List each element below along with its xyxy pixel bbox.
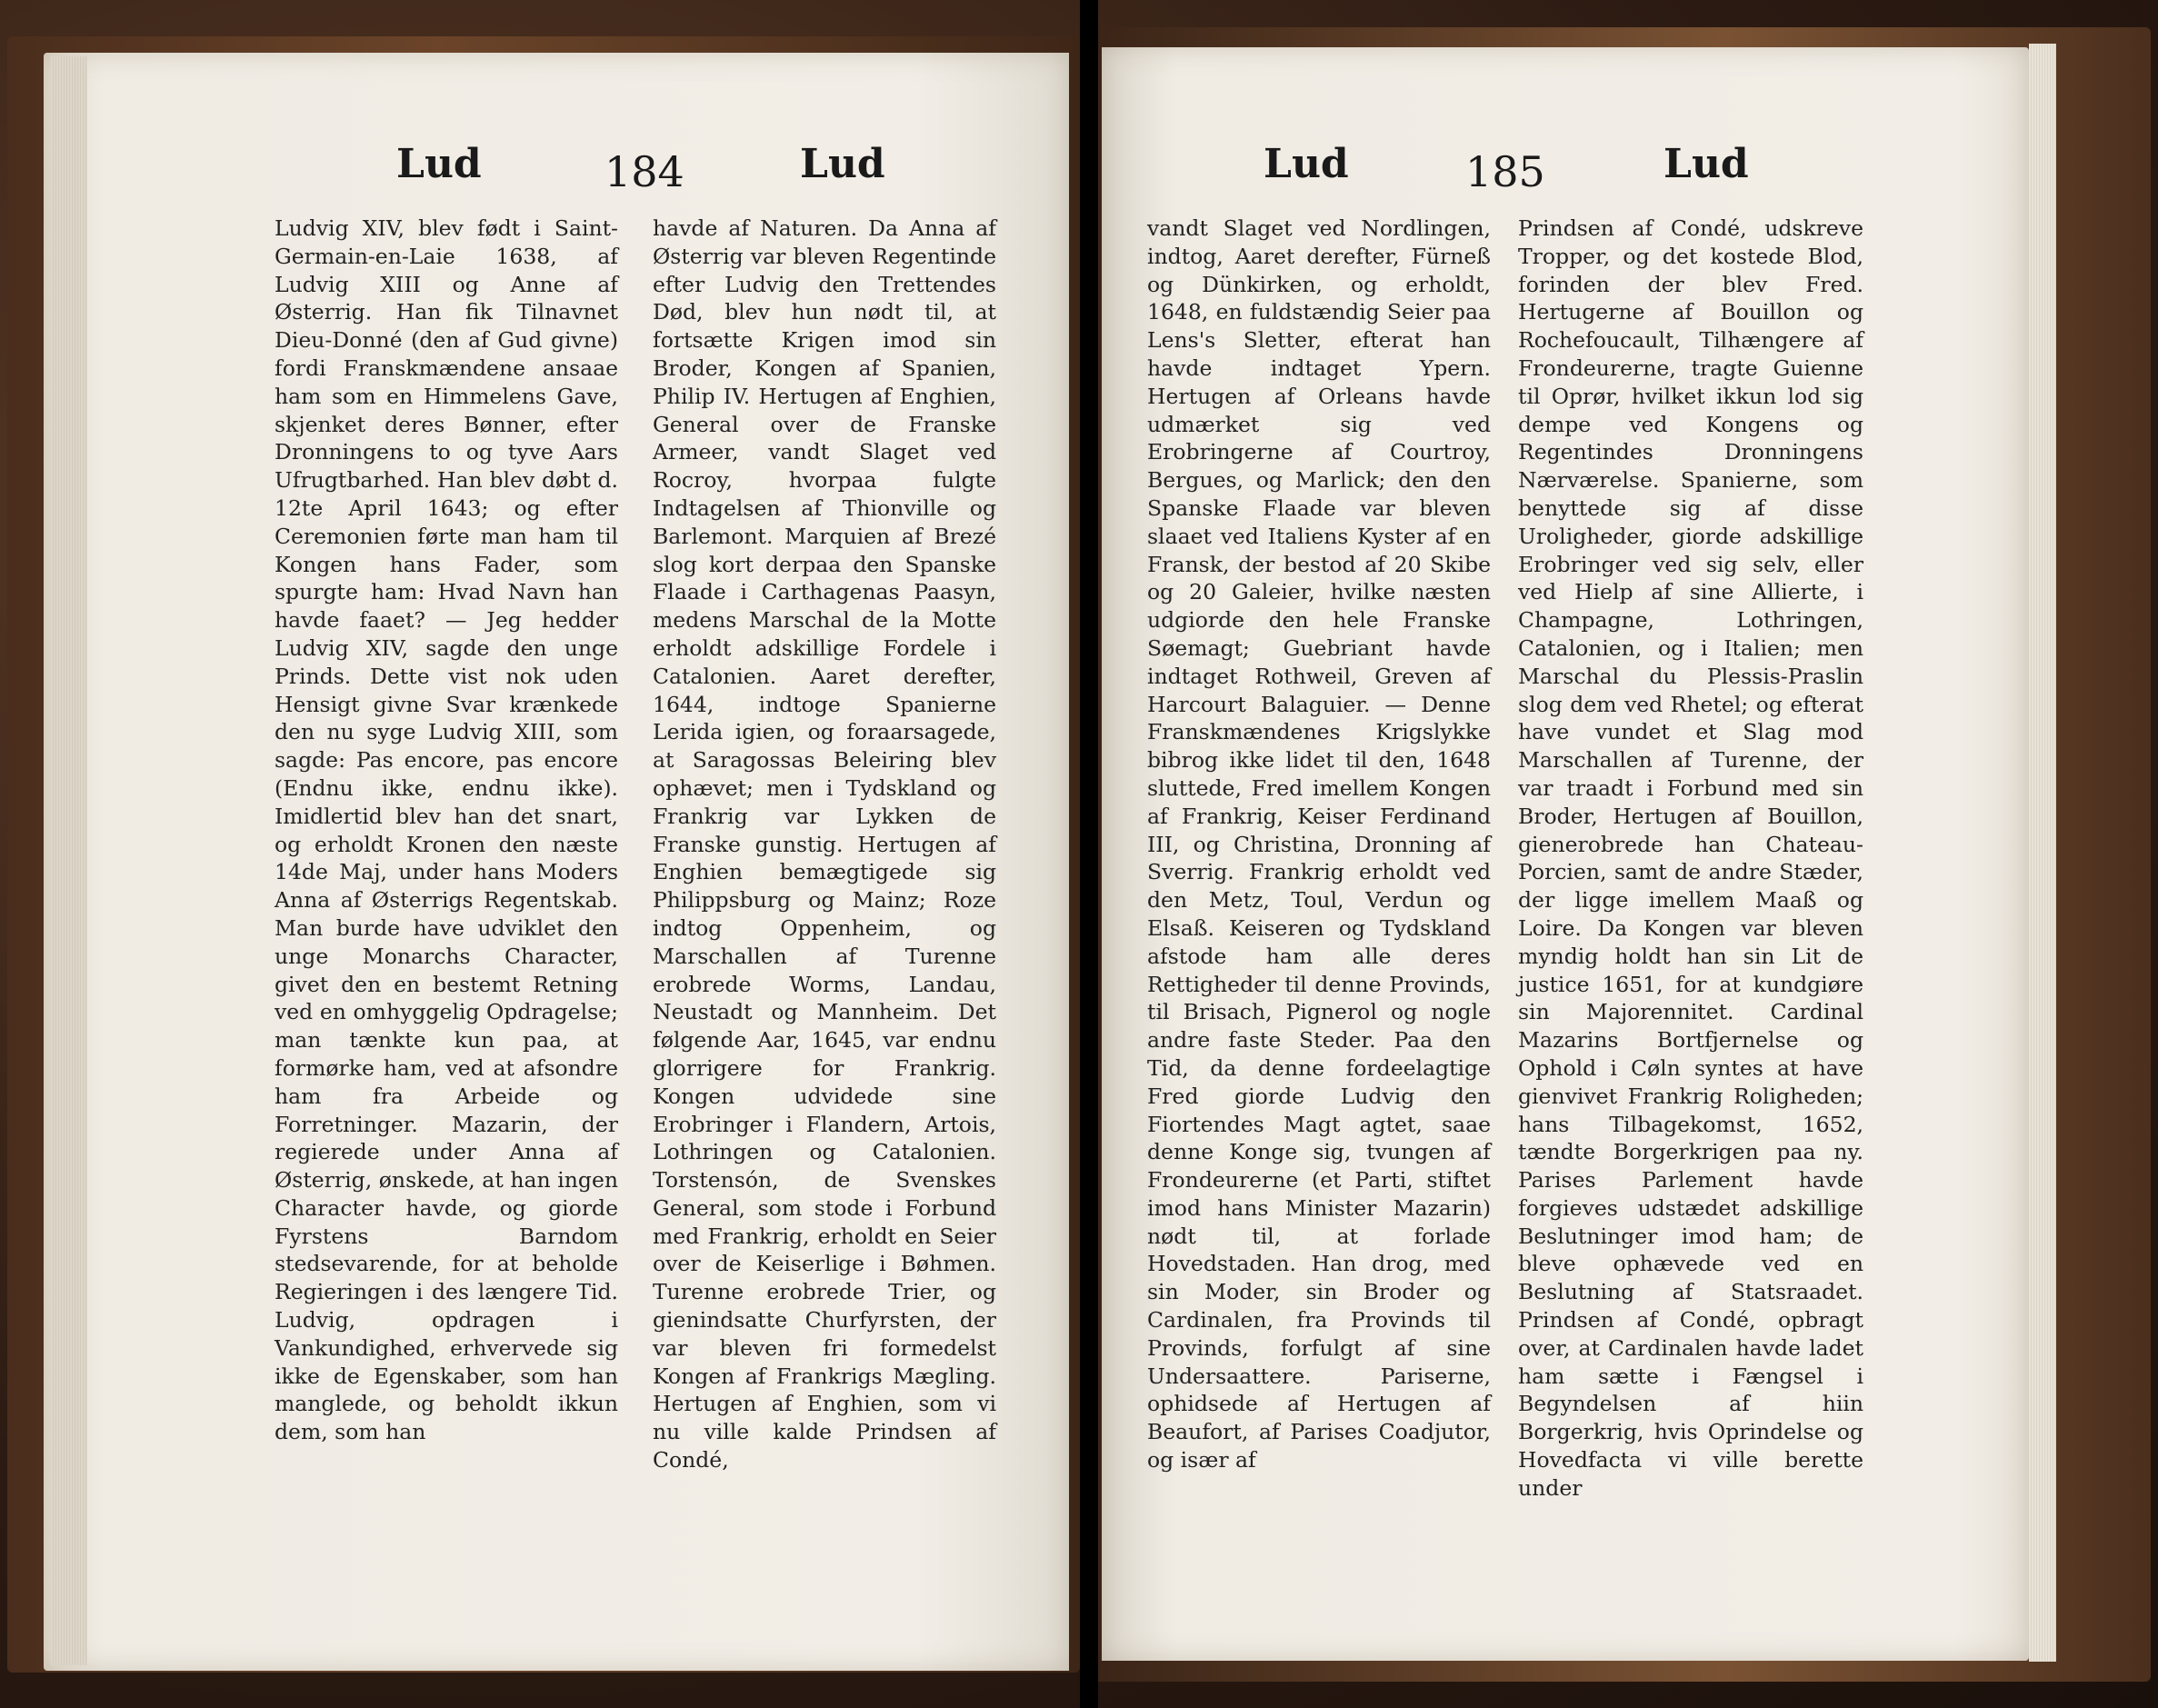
left-column-2-text: havde af Naturen. Da Anna af Østerrig var bleven Regentinde efter Ludvig den Trettendes Død, blev hun nødt til, at fortsætte Krigen imod sin Broder, Kongen af Spanien, Philip IV. Hertugen af Enghien, General over de Franske Armeer, vandt Slaget ved Rocroy, hvorpaa fulgte Indtagelsen af Thionville og Barlemont. Marquien af Brezé slog kort derpaa den Spanske Flaade i Carthagenas Paasyn, medens Marschal de la Motte erholdt adskillige Fordele i Catalonien. Aaret derefter, 1644, indtoge Spanierne Lerida igien, og foraarsagede, at Saragossas Beleiring blev ophævet; men i Tydskland og Frankrig var Lykken de Franske gunstig. Hertugen af Enghien bemægtigede sig Philippsburg og Mainz; Roze indtog Oppenheim, og Marschallen af Turenne erobrede Worms, Landau, Neustadt og Mannheim. Det følgende Aar, 1645, var endnu glorrigere for Frankrig. Kongen udvidede sine Erobringer i Flandern, Artois, Lothringen og Catalonien. Torstensón, de Svenskes General, som stode i Forbund med Frankrig, erholdt en Seier over de Keiserlige i Bøhmen. Turenne erobrede Trier, og gienindsatte Churfyrsten, der var bleven fri formedelst Kongen af Frankrigs Mægling. Hertugen af Enghien, som vi nu ville kalde Prindsen af Condé, bbox=[653, 215, 996, 1473]
right-column-2 bbox=[1518, 215, 1863, 1501]
right-column-1-text: vandt Slaget ved Nordlingen, indtog, Aaret derefter, Fürneß og Dünkirken, og erholdt, 1648, en fuldstændig Seier paa Lens's Sletter, efterat han havde indtaget Ypern. Hertugen af Orleans havde udmærket sig ved Erobringerne af Courtroy, Bergues, og Marlick; den den Spanske Flaade var bleven slaaet ved Italiens Kyster af en Fransk, der bestod af 20 Skibe og 20 Galeier, hvilke næsten udgiorde den hele Franske Søemagt; Guebriant havde indtaget Rothweil, Greven af Harcourt Balaguier. — Denne Franskmændenes Krigslykke bibrog ikke lidet til den, 1648 sluttede, Fred imellem Kongen af Frankrig, Keiser Ferdinand III, og Christina, Dronning af Sverrig. Frankrig erholdt ved den Metz, Toul, Verdun og Elsaß. Keiseren og Tydskland afstode ham alle deres Rettigheder til denne Provinds, til Brisach, Pignerol og nogle andre faste Steder. Paa den Tid, da denne fordeelagtige Fred giorde Ludvig den Fiortendes Magt agtet, saae denne Konge sig, tvungen af Frondeurerne (et Parti, stiftet imod hans Minister Mazarin) nødt til, at forlade Hovedstaden. Han drog, med sin Moder, sin Broder og Cardinalen, fra Provinds til Provinds, forfulgt af sine Undersaattere. Pariserne, ophidsede af Hertugen af Beaufort, af Parises Coadjutor, og især af bbox=[1147, 215, 1491, 1473]
left-header-left: Lud bbox=[396, 141, 482, 187]
right-header-left: Lud bbox=[1264, 141, 1349, 187]
left-column-1-text: Ludvig XIV, blev født i Saint-Germain-en-Laie 1638, af Ludvig XIII og Anne af Østerrig. Han fik Tilnavnet Dieu-Donné (den af Gud givne) fordi Franskmændene ansaae ham som en Himmelens Gave, skjenket deres Bønner, efter Dronningens to og tyve Aars Ufrugtbarhed. Han blev døbt d. 12te April 1643; og efter Ceremonien førte man ham til Kongen hans Fader, som spurgte ham: Hvad Navn han havde faaet? — Jeg hedder Ludvig XIV, sagde den unge Prinds. Dette vist nok uden Hensigt givne Svar krænkede den nu syge Ludvig XIII, som sagde: Pas encore, pas encore (Endnu ikke, endnu ikke). Imidlertid blev han det snart, og erholdt Kronen den næste 14de Maj, under hans Moders Anna af Østerrigs Regentskab. Man burde have udviklet den unge Monarchs Character, givet den en bestemt Retning ved en omhyggelig Opdragelse; man tænkte kun paa, at formørke ham, ved at afsondre ham fra Arbeide og Forretninger. Mazarin, der regierede under Anna af Østerrig, ønskede, at han ingen Character havde, og giorde Fyrstens Barndom stedsevarende, for at beholde Regieringen i des længere Tid. Ludvig, opdragen i Vankundighed, erhvervede sig ikke de Egenskaber, som han manglede, og beholdt ikkun dem, som han bbox=[275, 215, 618, 1445]
right-column-2-text: Prindsen af Condé, udskreve Tropper, og det kostede Blod, forinden der blev Fred. Hertugerne af Bouillon og Rochefoucault, Tilhængere af Frondeurerne, tragte Guienne til Oprør, hvilket ikkun lod sig dempe ved Kongens og Regentindes Dronningens Nærværelse. Spanierne, som benyttede sig af disse Uroligheder, giorde adskillige Erobringer ved sig selv, eller ved Hielp af sine Allierte, i Champagne, Lothringen, Catalonien, og i Italien; men Marschal du Plessis-Praslin slog dem ved Rhetel; og efterat have vundet et Slag mod Marschallen af Turenne, der var traadt i Forbund med sin Broder, Hertugen af Bouillon, gienerobrede han Chateau-Porcien, samt de andre Stæder, der ligge imellem Maaß og Loire. Da Kongen var bleven myndig holdt han sin Lit de justice 1651, for at kundgiøre sin Majorennitet. Cardinal Mazarins Bortfjernelse og Ophold i Cøln syntes at have gienvivet Frankrig Roligheden; hans Tilbagekomst, 1652, tændte Borgerkrigen paa ny. Parises Parlement havde forgieves udstædet adskillige Beslutninger imod ham; de bleve ophævede ved en Beslutning af Statsraadet. Prindsen af Condé, opbragt over, at Cardinalen havde ladet ham sætte i Fængsel i Begyndelsen af hiin Borgerkrig, hvis Oprindelse og Hovedfacta vi ville berette under bbox=[1518, 215, 1863, 1501]
right-page-edges bbox=[2029, 44, 2056, 1662]
left-column-2 bbox=[653, 215, 996, 1496]
left-page-edges bbox=[51, 56, 87, 1665]
center-divider bbox=[1080, 0, 1098, 1708]
left-page-number: 184 bbox=[604, 147, 684, 196]
left-header-right: Lud bbox=[800, 141, 885, 187]
right-header-right: Lud bbox=[1663, 141, 1749, 187]
right-column-1 bbox=[1147, 215, 1491, 1487]
left-column-1 bbox=[275, 215, 618, 1496]
right-page-number: 185 bbox=[1465, 147, 1545, 196]
